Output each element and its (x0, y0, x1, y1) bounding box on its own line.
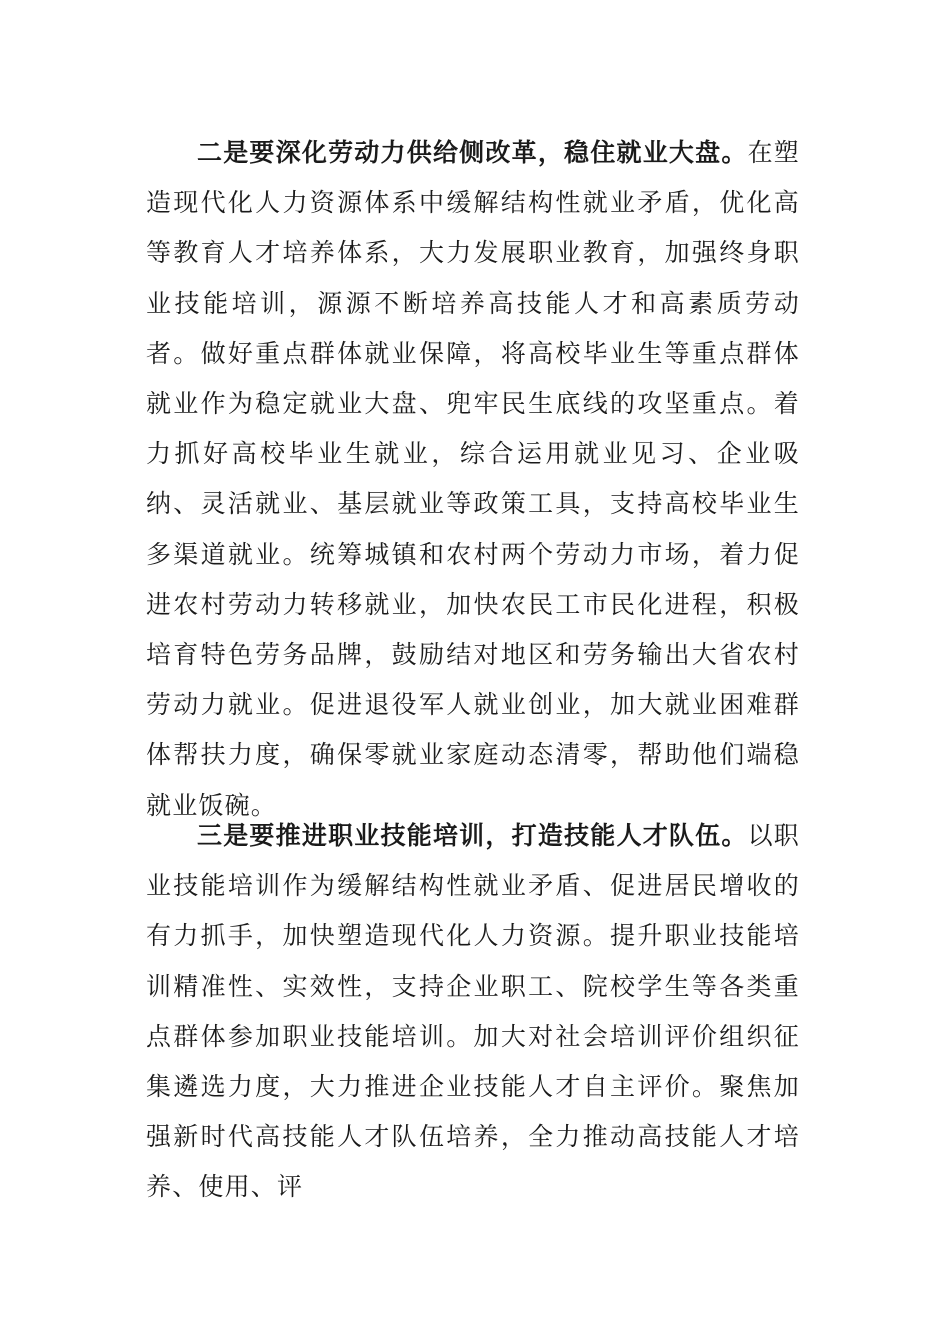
paragraph-body: 在塑造现代化人力资源体系中缓解结构性就业矛盾，优化高等教育人才培养体系，大力发展职业教育，加强终身职业技能培训，源源不断培养高技能人才和高素质劳动者。做好重点群体就业保障，将高校毕业生等重点群体就业作为稳定就业大盘、兜牢民生底线的攻坚重点。着力抓好高校毕业生就业，综合运用就业见习、企业吸纳、灵活就业、基层就业等政策工具，支持高校毕业生多渠道就业。统筹城镇和农村两个劳动力市场，着力促进农村劳动力转移就业，加快农民工市民化进程，积极培育特色劳务品牌，鼓励结对地区和劳务输出大省农村劳动力就业。促进退役军人就业创业，加大就业困难群体帮扶力度，确保零就业家庭动态清零，帮助他们端稳就业饭碗。 (146, 138, 800, 820)
paragraph-body: 以职业技能培训作为缓解结构性就业矛盾、促进居民增收的有力抓手，加快塑造现代化人力资源。提升职业技能培训精准性、实效性，支持企业职工、院校学生等各类重点群体参加职业技能培训。加大对社会培训评价组织征集遴选力度，大力推进企业技能人才自主评价。聚焦加强新时代高技能人才队伍培养，全力推动高技能人才培养、使用、评 (146, 821, 800, 1202)
paragraph-skills-training (146, 811, 800, 1213)
paragraph-employment (146, 128, 800, 831)
paragraph-heading: 二是要深化劳动力供给侧改革，稳住就业大盘。 (197, 138, 748, 167)
paragraph-heading: 三是要推进职业技能培训，打造技能人才队伍。 (197, 821, 748, 850)
